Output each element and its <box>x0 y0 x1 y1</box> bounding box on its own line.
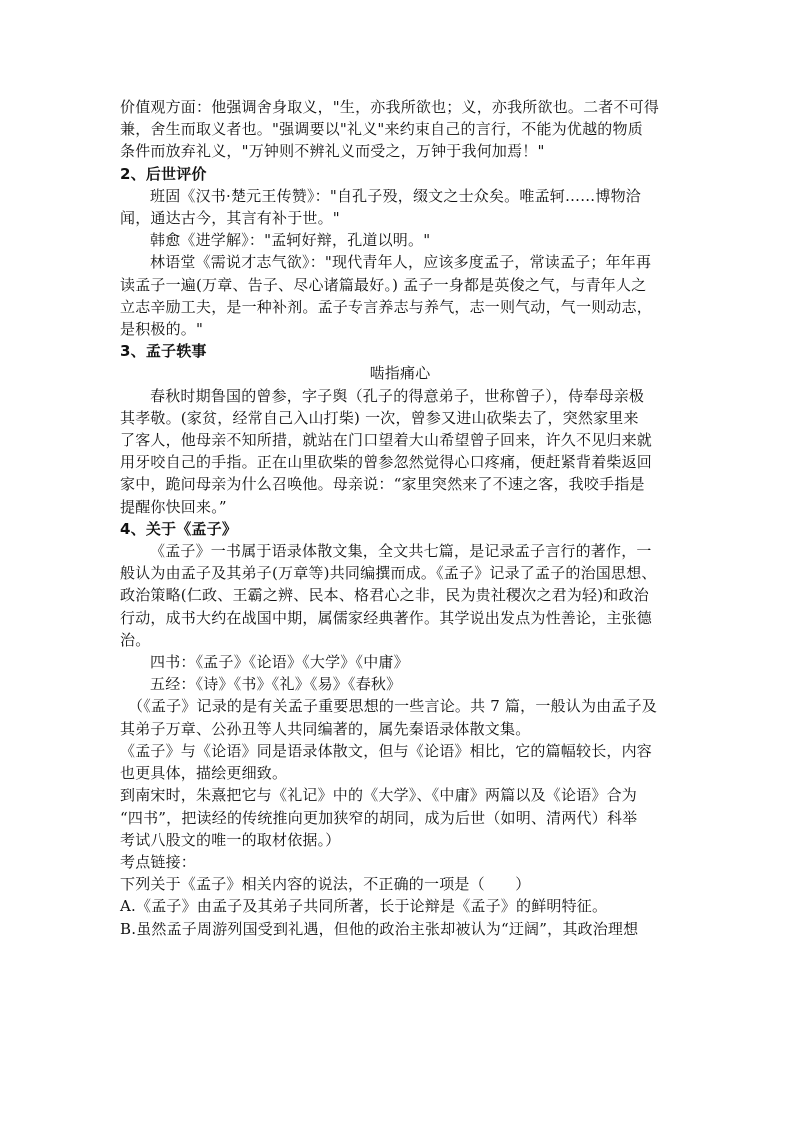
text-line: 春秋时期鲁国的曾参，字子舆（孔子的得意弟子，世称曾子），侍奉母亲极 <box>150 386 645 405</box>
text-line: 考试八股文的唯一的取材依据。） <box>120 830 341 849</box>
text-line: 政治策略(仁政、王霸之辨、民本、格君心之非，民为贵社稷次之君为轻)和政治 <box>120 586 649 605</box>
section-heading: 4、关于《孟子》 <box>120 519 238 538</box>
story-title: 啮指痛心 <box>369 364 431 383</box>
text-line: 行动，成书大约在战国中期，属儒家经典著作。其学说出发点为性善论，主张德 <box>120 608 653 627</box>
text-line: 兼，舍生而取义者也。"强调要以"礼义"来约束自己的言行，不能为优越的物质 <box>120 120 643 139</box>
text-line: 用牙咬自己的手指。正在山里砍柴的曾参忽然觉得心口疼痛，便赶紧背着柴返回 <box>120 453 653 472</box>
section-heading: 3、孟子轶事 <box>120 342 207 361</box>
text-line: 考点链接： <box>120 852 197 871</box>
text-line: 其孝敬。(家贫，经常自己入山打柴) 一次，曾参又进山砍柴去了，突然家里来 <box>120 408 639 427</box>
text-line: 也更具体，描绘更细致。 <box>120 764 288 783</box>
text-line: 条件而放弃礼义，"万钟则不辨礼义而受之，万钟于我何加焉！" <box>120 142 545 161</box>
text-line: 五经：《诗》《书》《礼》《易》《春秋》 <box>150 675 402 694</box>
text-line: （《孟子》记录的是有关孟子重要思想的一些言论。共 7 篇，一般认为由孟子及 <box>128 697 657 716</box>
question-stem: 下列关于《孟子》相关内容的说法，不正确的一项是（ ） <box>120 875 531 894</box>
text-line: 提醒你快回来。” <box>120 497 227 516</box>
text-line: 到南宋时，朱熹把它与《礼记》中的《大学》、《中庸》两篇以及《论语》合为 <box>120 786 638 805</box>
text-line: 读孟子一遍(万章、告子、尽心诸篇最好。) 孟子一身都是英俊之气，与青年人之 <box>120 275 647 294</box>
document-page <box>120 96 680 940</box>
text-line: 韩愈《进学解》："孟轲好辩，孔道以明。" <box>150 231 431 250</box>
text-line: 了客人，他母亲不知所措，就站在门口望着大山希望曾子回来，许久不见归来就 <box>120 431 653 450</box>
text-line: 立志辛励工夫，是一种补剂。孟子专言养志与养气，志一则气动，气一则动志， <box>120 297 653 316</box>
text-line: 价值观方面：他强调舍身取义，"生，亦我所欲也；义，亦我所欲也。二者不可得 <box>120 98 660 116</box>
option-b: B.虽然孟子周游列国受到礼遇，但他的政治主张却被认为“迂阔”，其政治理想 <box>120 919 639 938</box>
text-line: 《孟子》一书属于语录体散文集，全文共七篇，是记录孟子言行的著作，一 <box>150 542 652 561</box>
text-line: 四书：《孟子》《论语》《大学》《中庸》 <box>150 653 409 672</box>
text-line: 家中，跪问母亲为什么召唤他。母亲说：“家里突然来了不速之客，我咬手指是 <box>120 475 645 494</box>
text-line: 《孟子》与《论语》同是语录体散文，但与《论语》相比，它的篇幅较长，内容 <box>120 741 653 760</box>
text-line: 是积极的。" <box>120 320 204 339</box>
text-line: 班固《汉书·楚元王传赞》："自孔子殁，缀文之士众矣。唯孟轲……博物洽 <box>150 186 641 205</box>
text-line: 林语堂《需说才志气欲》："现代青年人，应该多度孟子，常读孟子；年年再 <box>150 253 652 272</box>
text-line: 般认为由孟子及其弟子(万章等)共同编撰而成。《孟子》记录了孟子的治国思想、 <box>120 564 657 583</box>
text-line: 其弟子万章、公孙丑等人共同编著的，属先秦语录体散文集。 <box>120 719 531 738</box>
text-line: 治。 <box>120 630 151 649</box>
text-line: 闻，通达古今，其言有补于世。" <box>120 209 340 228</box>
section-heading: 2、后世评价 <box>120 164 207 183</box>
option-a: A.《孟子》由孟子及其弟子共同所著，长于论辩是《孟子》的鲜明特征。 <box>120 897 608 916</box>
text-line: “四书”，把读经的传统推向更加狭窄的胡同，成为后世（如明、清两代）科举 <box>120 808 638 827</box>
